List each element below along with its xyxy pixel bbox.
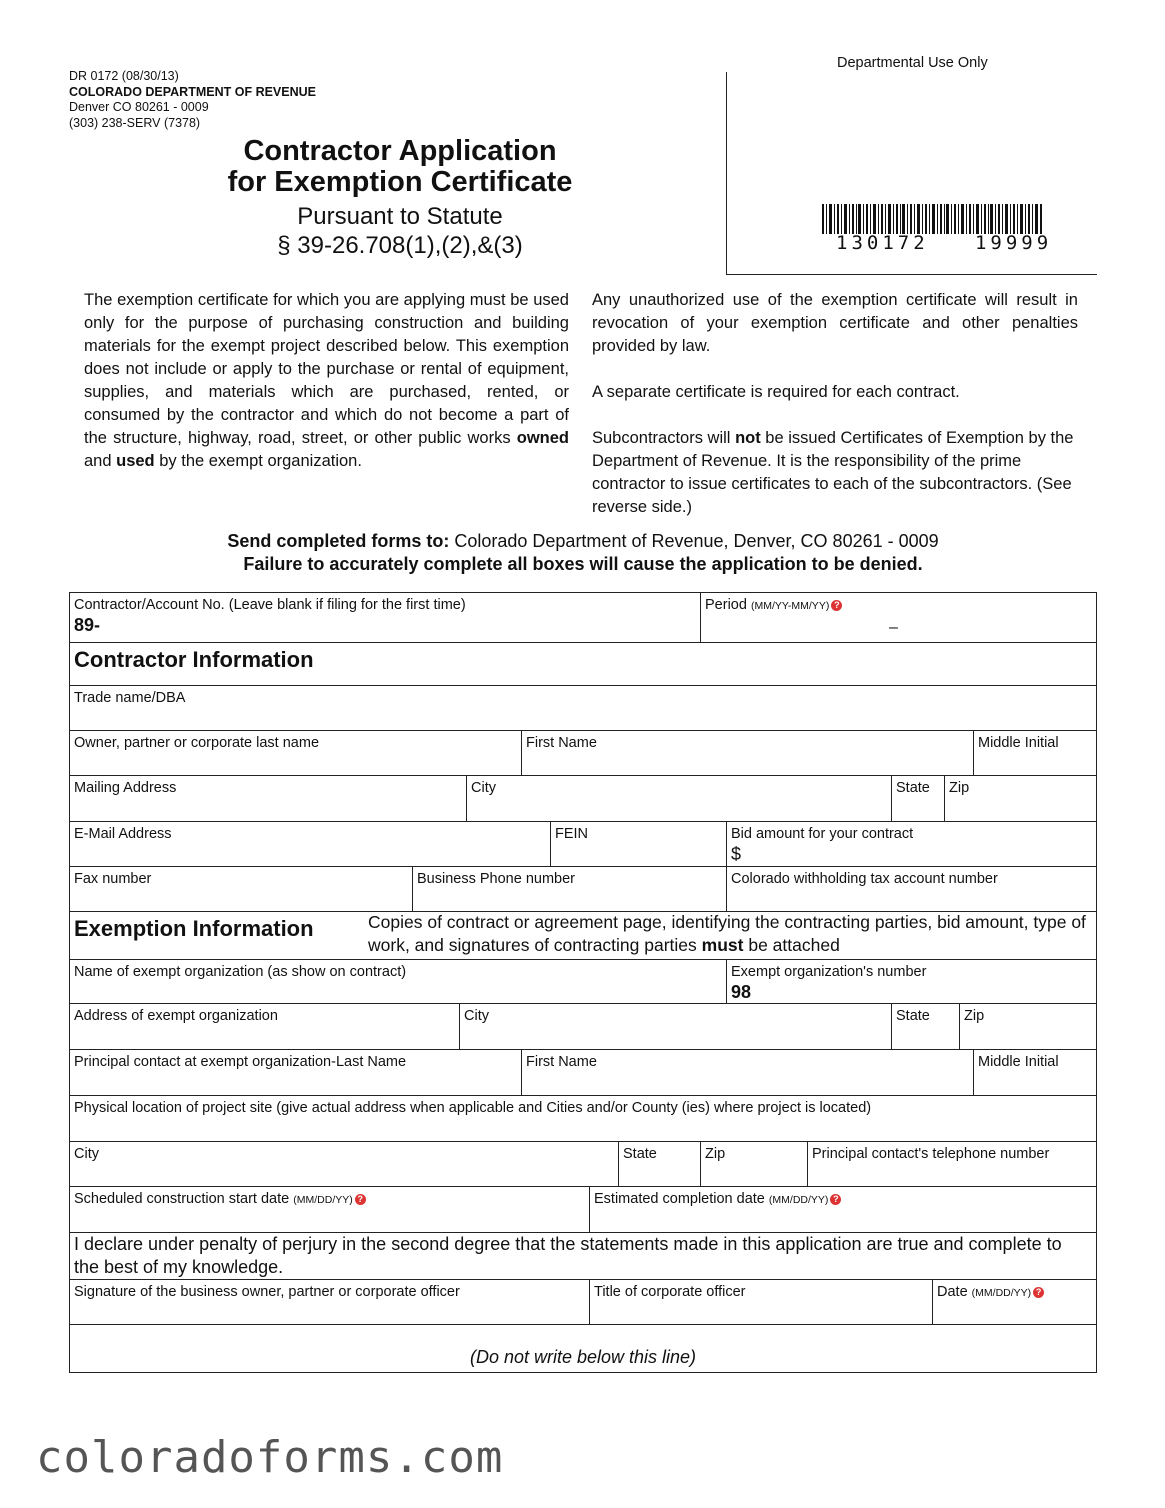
start-date-label (74, 1191, 366, 1208)
bid-amount-field[interactable] (726, 821, 1097, 867)
start-date-field[interactable] (69, 1186, 590, 1233)
principal-last-name-field[interactable] (69, 1049, 522, 1096)
project-zip-label: Zip (705, 1146, 726, 1162)
withholding-account-field[interactable] (726, 866, 1097, 912)
completion-date-field[interactable] (589, 1186, 1097, 1233)
business-phone-label: Business Phone number (417, 871, 575, 887)
exempt-org-state-label: State (896, 1008, 930, 1024)
account-number-prefix: 89- (74, 615, 101, 635)
period-label (705, 597, 842, 614)
withholding-account-label: Colorado withholding tax account number (731, 871, 998, 887)
start-date-label-text: Scheduled construction start date (74, 1191, 290, 1207)
signature-date-label-text: Date (937, 1284, 968, 1300)
exempt-org-state-field[interactable] (891, 1003, 960, 1050)
send-to-line (69, 530, 1097, 553)
exempt-org-zip-label: Zip (964, 1008, 985, 1024)
principal-first-name-label: First Name (526, 1054, 597, 1070)
completion-date-label-text: Estimated completion date (594, 1191, 765, 1207)
principal-middle-initial-label: Middle Initial (978, 1054, 1059, 1070)
signature-label: Signature of the business owner, partner or corporate officer (74, 1284, 460, 1300)
start-date-format: (MM/DD/YY) (293, 1194, 353, 1206)
signature-date-field[interactable] (932, 1279, 1097, 1325)
completion-date-label (594, 1191, 841, 1208)
form-title (190, 136, 610, 260)
mailing-address-field[interactable] (69, 775, 467, 822)
fax-field[interactable] (69, 866, 413, 912)
do-not-write-text: (Do not write below this line) (469, 1347, 697, 1367)
mailing-zip-field[interactable] (944, 775, 1097, 822)
form-number: DR 0172 (08/30/13) (69, 69, 179, 83)
office-use-box (69, 1324, 1097, 1373)
exempt-org-address-label: Address of exempt organization (74, 1008, 278, 1024)
period-label-text: Period (705, 597, 747, 613)
intro-left-text-a: The exemption certificate for which you are applying must be used only for the purpose of purchasing construction and building materials for the exempt project described below. This exemption does not include or apply to the purchase or rental of equipment, supplies, and materials which are purchased, rented, or consumed by the contractor and which do not become a part of the structure, highway, road, street, or other public works (84, 291, 569, 447)
email-field[interactable] (69, 821, 551, 867)
owner-last-name-field[interactable] (69, 730, 522, 776)
email-label: E-Mail Address (74, 826, 172, 842)
exemption-note-must: must (701, 935, 744, 955)
exempt-org-address-field[interactable] (69, 1003, 460, 1050)
project-state-label: State (623, 1146, 657, 1162)
principal-first-name-field[interactable] (521, 1049, 974, 1096)
intro-right-p1: Any unauthorized use of the exemption certificate will result in revocation of your exemption certificate and other penalties provided by law. (592, 291, 1078, 355)
trade-name-label: Trade name/DBA (74, 690, 186, 706)
fax-label: Fax number (74, 871, 152, 887)
declaration-box (69, 1232, 1097, 1280)
fein-field[interactable] (550, 821, 727, 867)
form-header-info (69, 69, 316, 131)
project-zip-field[interactable] (700, 1141, 808, 1187)
bid-amount-label: Bid amount for your contract (731, 826, 914, 842)
intro-left-paragraph (84, 289, 569, 473)
mailing-city-label: City (471, 780, 496, 796)
departmental-use-label: Departmental Use Only (837, 55, 988, 71)
officer-title-label: Title of corporate officer (594, 1284, 746, 1300)
barcode-icon (822, 204, 1044, 234)
exempt-org-city-field[interactable] (459, 1003, 892, 1050)
physical-location-field[interactable] (69, 1095, 1097, 1142)
intro-left-text-b: by the exempt organization. (154, 452, 362, 470)
failure-warning: Failure to accurately complete all boxes will cause the application to be denied. (243, 554, 923, 574)
project-city-label: City (74, 1146, 99, 1162)
dollar-sign: $ (731, 844, 742, 864)
subtitle-line-2: § 39-26.708(1),(2),&(3) (277, 232, 523, 259)
signature-date-format: (MM/DD/YY) (971, 1287, 1032, 1299)
intro-and: and (84, 452, 117, 470)
account-number-field[interactable] (69, 592, 701, 643)
intro-right-p3b: be issued Certificates of Exemption by the Department of Revenue. It is the responsibility of the prime contractor to issue certificates to each of the subcontractors. (See reverse side.) (592, 429, 1074, 516)
intro-owned: owned (516, 429, 569, 447)
help-icon[interactable]: ? (830, 1194, 841, 1205)
project-state-field[interactable] (618, 1141, 701, 1187)
intro-used: used (116, 452, 155, 470)
exempt-org-name-field[interactable] (69, 959, 727, 1004)
owner-first-name-field[interactable] (521, 730, 974, 776)
exemption-note-b: be attached (743, 935, 840, 955)
owner-middle-initial-field[interactable] (973, 730, 1097, 776)
exemption-note-a: Copies of contract or agreement page, identifying the contracting parties, bid amount, type of work, and signatures of contracting parties (368, 912, 1086, 955)
exemption-info-heading: Exemption Information (74, 916, 314, 941)
exempt-org-city-label: City (464, 1008, 489, 1024)
period-format: (MM/YY-MM/YY) (750, 600, 830, 612)
mailing-state-label: State (896, 780, 930, 796)
agency-address: Denver CO 80261 - 0009 (69, 100, 209, 114)
trade-name-field[interactable] (69, 685, 1097, 731)
agency-name: COLORADO DEPARTMENT OF REVENUE (69, 84, 316, 99)
title-line-2: for Exemption Certificate (227, 166, 573, 198)
exempt-org-zip-field[interactable] (959, 1003, 1097, 1050)
owner-middle-initial-label: Middle Initial (978, 735, 1059, 751)
period-separator: – (889, 619, 898, 636)
send-to-address: Colorado Department of Revenue, Denver, CO 80261 - 0009 (449, 531, 939, 551)
signature-date-label (937, 1284, 1044, 1301)
exempt-org-number-field[interactable] (726, 959, 1097, 1004)
title-line-1: Contractor Application (243, 135, 557, 167)
subtitle-line-1: Pursuant to Statute (297, 203, 503, 230)
help-icon[interactable]: ? (1033, 1287, 1044, 1298)
mailing-city-field[interactable] (466, 775, 892, 822)
mailing-address-label: Mailing Address (74, 780, 177, 796)
exempt-org-number-prefix: 98 (731, 982, 752, 1002)
principal-middle-initial-field[interactable] (973, 1049, 1097, 1096)
exempt-org-number-label: Exempt organization's number (731, 964, 927, 980)
principal-last-name-label: Principal contact at exempt organization-Last Name (74, 1054, 407, 1070)
signature-field[interactable] (69, 1279, 590, 1325)
barcode-number: 130172 19999 (836, 232, 1053, 254)
owner-last-name-label: Owner, partner or corporate last name (74, 735, 320, 751)
help-icon[interactable]: ? (355, 1194, 366, 1205)
completion-date-format: (MM/DD/YY) (768, 1194, 829, 1206)
physical-location-label: Physical location of project site (give actual address when applicable and Cities and/or County (ies) where project is located) (74, 1100, 872, 1116)
business-phone-field[interactable] (412, 866, 727, 912)
contractor-info-section (69, 642, 1097, 686)
account-number-label: Contractor/Account No. (Leave blank if filing for the first time) (74, 597, 466, 613)
project-city-field[interactable] (69, 1141, 619, 1187)
fein-label: FEIN (555, 826, 589, 842)
exempt-org-name-label: Name of exempt organization (as show on contract) (74, 964, 407, 980)
mailing-zip-label: Zip (949, 780, 970, 796)
declaration-text: I declare under penalty of perjury in the second degree that the statements made in this application are true and complete to the best of my knowledge. (74, 1234, 1062, 1277)
officer-title-field[interactable] (589, 1279, 933, 1325)
owner-first-name-label: First Name (526, 735, 597, 751)
help-icon[interactable]: ? (831, 600, 842, 611)
send-to-label: Send completed forms to: (227, 531, 450, 551)
site-watermark: coloradoforms.com (36, 1432, 504, 1483)
intro-right-p3 (592, 427, 1078, 519)
intro-right-p2: A separate certificate is required for each contract. (592, 383, 960, 401)
intro-not: not (735, 429, 761, 447)
mailing-state-field[interactable] (891, 775, 945, 822)
exemption-note (368, 911, 1093, 957)
period-field[interactable] (700, 592, 1097, 643)
principal-phone-label: Principal contact's telephone number (812, 1146, 1050, 1162)
intro-right-paragraphs (592, 289, 1078, 519)
intro-right-p3a: Subcontractors will (592, 429, 736, 447)
principal-phone-field[interactable] (807, 1141, 1097, 1187)
agency-phone: (303) 238-SERV (7378) (69, 115, 201, 130)
exemption-info-section (69, 911, 1097, 960)
contractor-info-heading: Contractor Information (74, 647, 314, 672)
